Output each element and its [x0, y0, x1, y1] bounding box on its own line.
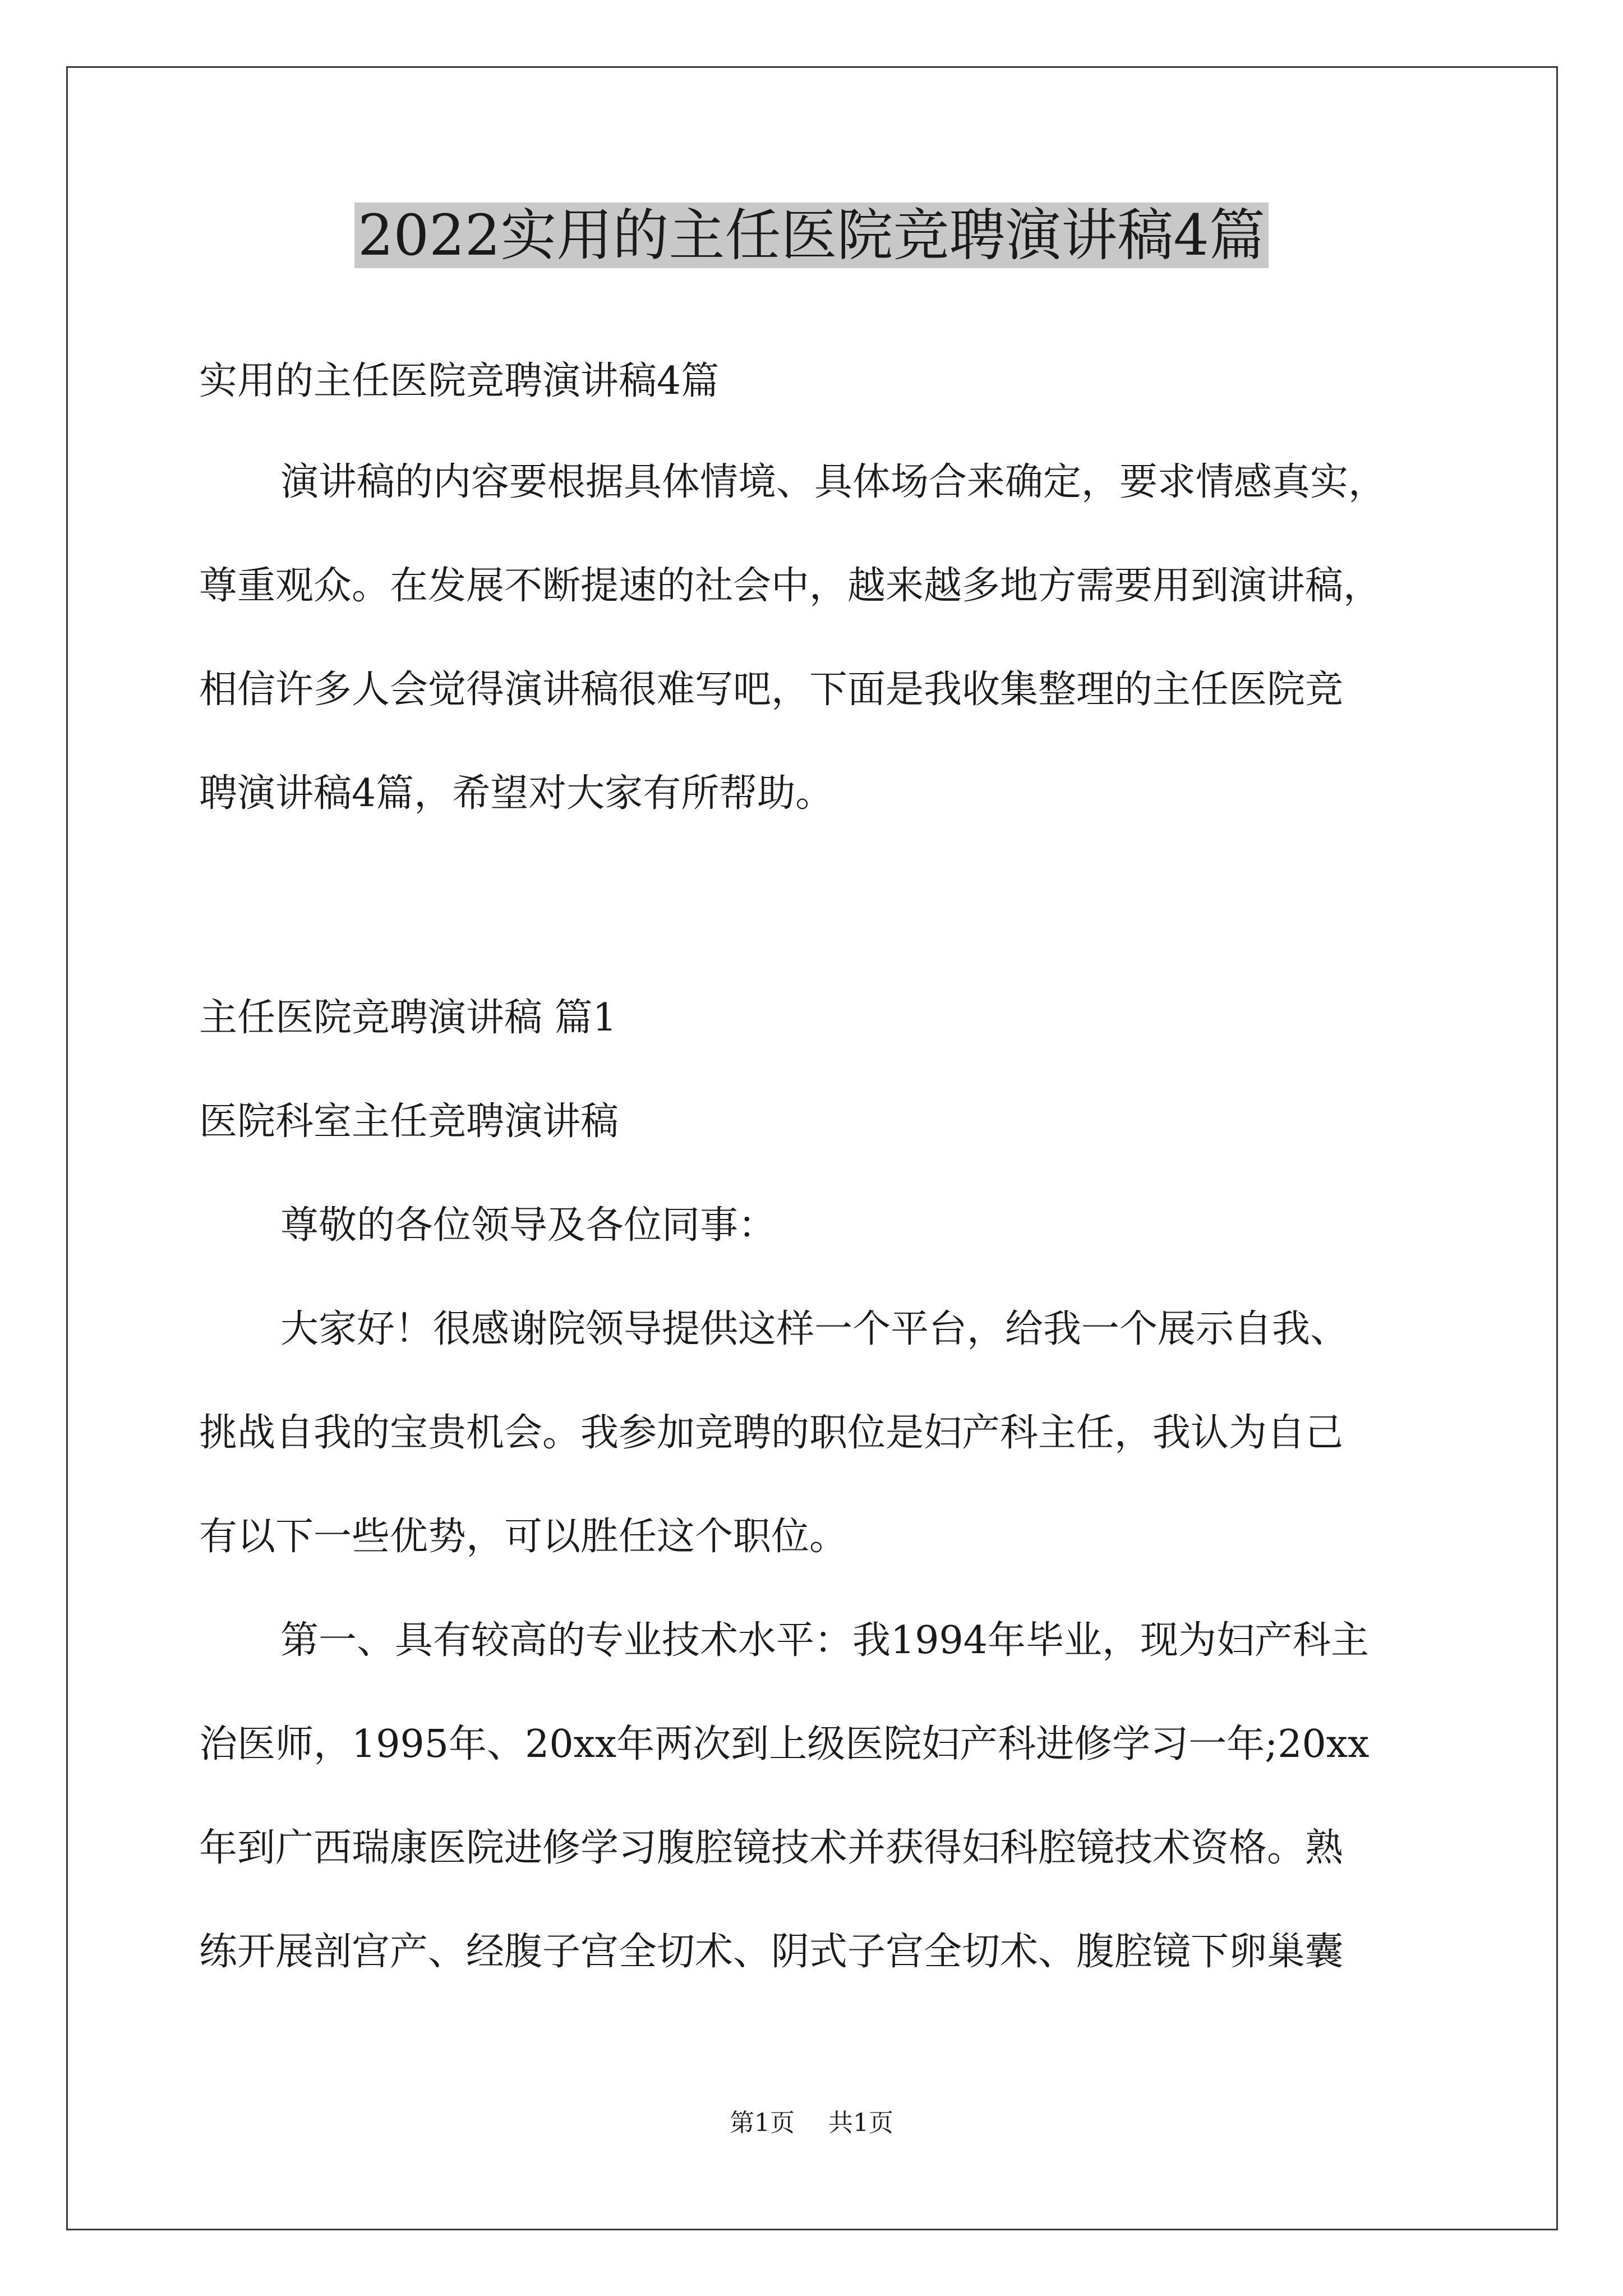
page-number-total: 共1页 — [828, 2109, 893, 2137]
page-footer — [0, 2106, 1623, 2140]
section-subheading: 医院科室主任竞聘演讲稿 — [199, 1099, 619, 1144]
paragraph-line: 相信许多人会觉得演讲稿很难写吧，下面是我收集整理的主任医院竞 — [199, 668, 1344, 712]
paragraph-line: 有以下一些优势，可以胜任这个职位。 — [199, 1515, 848, 1559]
paragraph-line: 第一、具有较高的专业技术水平：我1994年毕业，现为妇产科主 — [280, 1618, 1370, 1663]
paragraph-line: 尊重观众。在发展不断提速的社会中，越来越多地方需要用到演讲稿， — [199, 564, 1382, 608]
paragraph-line: 演讲稿的内容要根据具体情境、具体场合来确定，要求情感真实， — [280, 460, 1387, 504]
paragraph-line: 聘演讲稿4篇，希望对大家有所帮助。 — [199, 771, 834, 816]
salutation-line: 尊敬的各位领导及各位同事： — [280, 1203, 777, 1248]
section-heading: 主任医院竞聘演讲稿 篇1 — [199, 996, 617, 1040]
document-title — [0, 199, 1623, 272]
paragraph-line: 大家好！很感谢院领导提供这样一个平台，给我一个展示自我、 — [280, 1307, 1349, 1351]
paragraph-line: 治医师，1995年、20xx年两次到上级医院妇产科进修学习一年;20xx — [199, 1722, 1370, 1766]
paragraph-line: 练开展剖宫产、经腹子宫全切术、阴式子宫全切术、腹腔镜下卵巢囊 — [199, 1930, 1344, 1974]
subtitle-line: 实用的主任医院竞聘演讲稿4篇 — [199, 359, 720, 403]
paragraph-line: 年到广西瑞康医院进修学习腹腔镜技术并获得妇科腔镜技术资格。熟 — [199, 1826, 1344, 1870]
document-title-text: 2022实用的主任医院竞聘演讲稿4篇 — [354, 203, 1269, 268]
page-number-current: 第1页 — [730, 2109, 795, 2137]
paragraph-line: 挑战自我的宝贵机会。我参加竞聘的职位是妇产科主任，我认为自己 — [199, 1411, 1344, 1455]
